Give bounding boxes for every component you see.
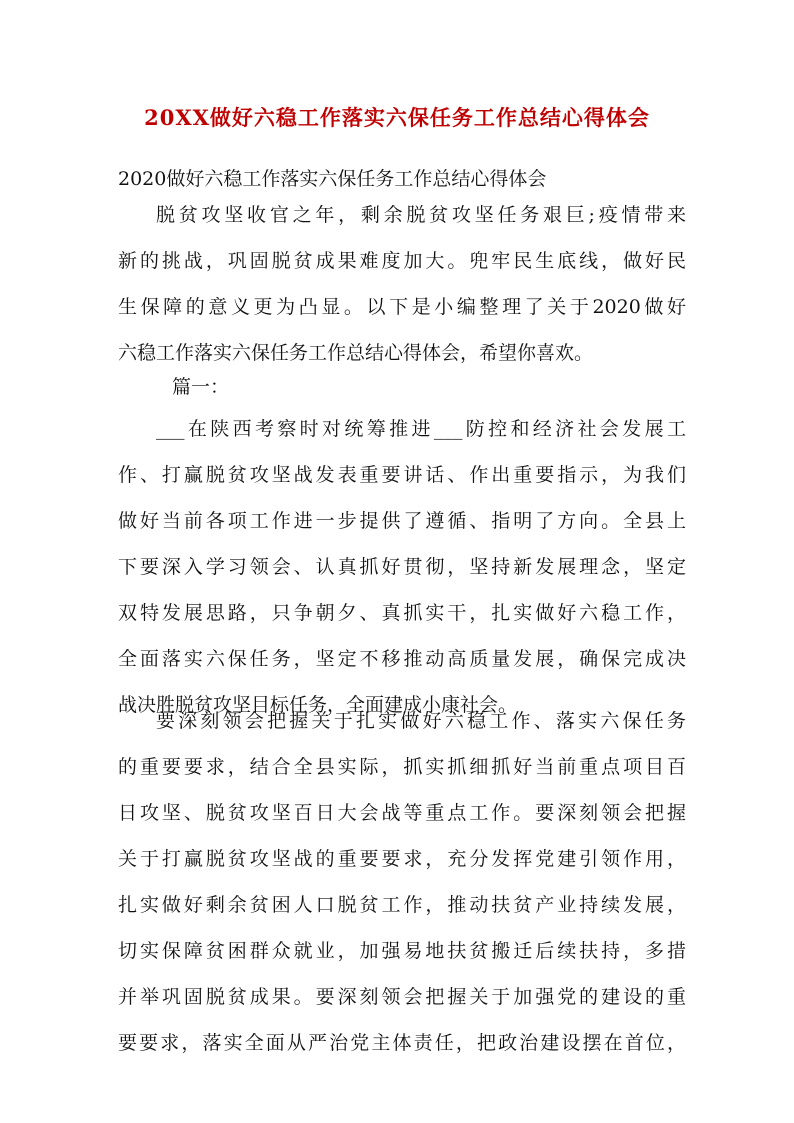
intro-line: 脱贫攻坚收官之年，剩余脱贫攻坚任务艰巨;疫情带来 [156, 204, 686, 226]
document-subtitle: 2020做好六稳工作落实六保任务工作总结心得体会 [118, 168, 547, 190]
paragraph-line: 日攻坚、脱贫攻坚百日大会战等重点工作。要深刻领会把握 [118, 802, 686, 824]
paragraph-line: 战决胜脱贫攻坚目标任务，全面建成小康社会。 [118, 694, 518, 716]
intro-paragraph [118, 192, 686, 376]
section-heading: 篇一： [172, 376, 230, 398]
paragraph-line: 要要求，落实全面从严治党主体责任，把政治建设摆在首位， [118, 1032, 686, 1054]
paragraph-line: 双特发展思路，只争朝夕、真抓实干，扎实做好六稳工作， [118, 602, 686, 624]
paragraph-line: 作、打赢脱贫攻坚战发表重要讲话、作出重要指示，为我们 [118, 464, 686, 486]
paragraph-line: 切实保障贫困群众就业，加强易地扶贫搬迁后续扶持，多措 [118, 940, 686, 962]
paragraph-line: 关于打赢脱贫攻坚战的重要要求，充分发挥党建引领作用， [118, 848, 686, 870]
paragraph-line: 扎实做好剩余贫困人口脱贫工作，推动扶贫产业持续发展， [118, 894, 686, 916]
paragraph-line: 下要深入学习领会、认真抓好贯彻，坚持新发展理念，坚定 [118, 556, 686, 578]
document-title: 20XX做好六稳工作落实六保任务工作总结心得体会 [144, 105, 650, 130]
paragraph-line: ___在陕西考察时对统筹推进___防控和经济社会发展工 [156, 418, 686, 440]
paragraph-line: 全面落实六保任务，坚定不移推动高质量发展，确保完成决 [118, 648, 686, 670]
paragraph-2 [118, 698, 686, 1066]
paragraph-line: 的重要要求，结合全县实际，抓实抓细抓好当前重点项目百 [118, 756, 686, 778]
paragraph-line: 并举巩固脱贫成果。要深刻领会把握关于加强党的建设的重 [118, 986, 686, 1008]
intro-line: 生保障的意义更为凸显。以下是小编整理了关于2020做好 [118, 296, 686, 318]
paragraph-line: 要深刻领会把握关于扎实做好六稳工作、落实六保任务 [156, 710, 686, 732]
paragraph-line: 做好当前各项工作进一步提供了遵循、指明了方向。全县上 [118, 510, 686, 532]
paragraph-1 [118, 406, 686, 728]
intro-line: 新的挑战，巩固脱贫成果难度加大。兜牢民生底线，做好民 [118, 250, 686, 272]
intro-line: 六稳工作落实六保任务工作总结心得体会，希望你喜欢。 [118, 342, 594, 364]
